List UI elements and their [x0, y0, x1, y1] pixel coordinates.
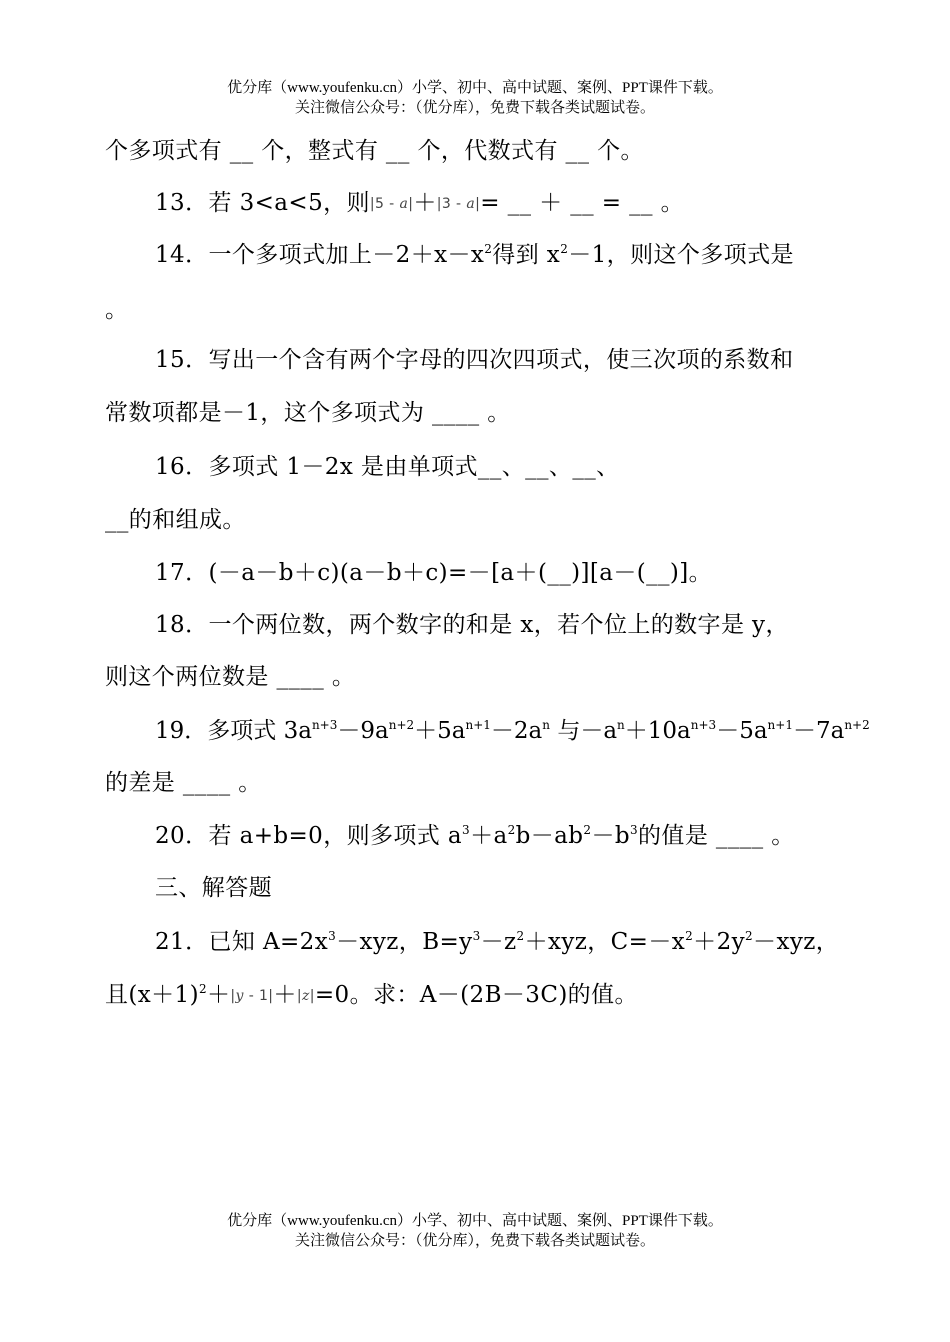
q20-text: ＋a: [470, 823, 508, 849]
header-line-2: 关注微信公众号：（优分库），免费下载各类试题试卷。: [294, 100, 655, 116]
exponent: 3: [462, 823, 471, 837]
abs-open: |5 -: [369, 196, 400, 212]
question-21-line-1: [155, 927, 839, 957]
exponent: 2: [484, 242, 493, 256]
question-12-tail: 个多项式有 __ 个，整式有 __ 个，代数式有 __ 个。: [105, 138, 644, 164]
header-line-1: 优分库（www.youfenku.cn）小学、初中、高中试题、案例、PPT课件下载。: [227, 80, 723, 96]
question-13: [155, 188, 684, 219]
q19-text: －2a: [490, 718, 543, 744]
q20-text: b－ab: [515, 823, 584, 849]
q20-text: －b: [591, 823, 630, 849]
abs-value-5-a: [370, 196, 413, 212]
q20-text: 的值是 ____ 。: [638, 823, 795, 849]
q19-text: ＋5a: [414, 718, 466, 744]
q21-text: －xyz，: [753, 929, 840, 955]
exponent: n+2: [388, 718, 415, 732]
exponent: n+2: [844, 718, 870, 732]
q19-text: 与－a: [550, 718, 618, 744]
q14-text: 14．一个多项式加上－2＋x－x: [155, 242, 485, 268]
footer-line-2: 关注微信公众号：（优分库），免费下载各类试题试卷。: [294, 1233, 655, 1249]
q21-text: 且(x＋1): [105, 982, 199, 1008]
exponent: 3: [629, 823, 639, 837]
q21-text: －xyz，B=y: [336, 929, 473, 955]
exponent: 2: [560, 242, 569, 256]
q13-text: 13．若 3<a<5，则: [155, 190, 370, 216]
abs-value-z: [297, 988, 315, 1004]
q14-text: 得到 x: [492, 242, 561, 268]
q19-text: ＋10a: [624, 718, 691, 744]
question-16-line-2: __的和组成。: [105, 507, 246, 533]
abs-close: - 1|: [243, 988, 274, 1004]
abs-close: |: [408, 196, 414, 212]
exponent: 2: [745, 929, 754, 943]
exponent: 2: [507, 823, 516, 837]
exponent: 2: [685, 929, 694, 943]
plus: ＋: [273, 982, 297, 1008]
exponent: n+1: [465, 718, 491, 732]
question-15-line-1: 15．写出一个含有两个字母的四次四项式，使三次项的系数和: [155, 347, 794, 373]
exponent: 2: [516, 929, 525, 943]
exponent: 3: [472, 929, 481, 943]
exponent: n+3: [311, 718, 338, 732]
page-footer: [0, 1211, 950, 1251]
abs-var: z: [301, 988, 310, 1004]
question-14: [155, 240, 794, 270]
plus: ＋: [413, 190, 437, 216]
question-16-line-1: 16．多项式 1－2x 是由单项式__、__、__、: [155, 454, 620, 480]
section-3-heading: 三、解答题: [155, 875, 272, 901]
abs-var: y: [235, 988, 244, 1004]
abs-var: a: [399, 196, 409, 212]
question-18-line-2: 则这个两位数是 ____ 。: [105, 664, 356, 690]
exponent: 2: [198, 982, 207, 996]
q19-text: －5a: [716, 718, 768, 744]
plus: ＋: [207, 982, 231, 1008]
footer-line-1: 优分库（www.youfenku.cn）小学、初中、高中试题、案例、PPT课件下载。: [227, 1213, 723, 1229]
abs-close: |: [475, 196, 481, 212]
q21-text: ＋2y: [693, 929, 745, 955]
abs-open: |: [296, 988, 302, 1004]
question-18-line-1: 18．一个两位数，两个数字的和是 x，若个位上的数字是 y，: [155, 612, 789, 638]
abs-var: a: [466, 196, 476, 212]
question-21-line-2: [105, 980, 638, 1011]
exponent: n+1: [767, 718, 793, 732]
q21-text: ＋xyz，C=－x: [524, 929, 686, 955]
exponent: 2: [583, 823, 592, 837]
question-19-line-2: 的差是 ____ 。: [105, 770, 262, 796]
question-17: 17．(－a－b＋c)(a－b＋c)=－[a＋(__)][a－(__)]。: [155, 560, 713, 586]
exponent: n: [617, 718, 625, 732]
abs-value-y-1: [230, 988, 273, 1004]
q13-answer: = __ ＋ __ = __ 。: [480, 190, 685, 216]
exponent: n+3: [690, 718, 717, 732]
q20-text: 20．若 a+b=0，则多项式 a: [155, 823, 463, 849]
question-14-tail: 。: [105, 297, 129, 323]
question-19-line-1: [155, 716, 870, 746]
q19-text: －9a: [337, 718, 389, 744]
question-15-line-2: 常数项都是－1，这个多项式为 ____ 。: [105, 400, 511, 426]
abs-open: |: [230, 988, 236, 1004]
exponent: 3: [328, 929, 337, 943]
abs-close: |: [309, 988, 315, 1004]
q19-text: 19．多项式 3a: [155, 718, 312, 744]
q21-text: 21．已知 A=2x: [155, 929, 329, 955]
q19-text: －7a: [792, 718, 845, 744]
q21-text: =0。求：A－(2B－3C)的值。: [314, 982, 638, 1008]
question-20: [155, 821, 795, 851]
abs-value-3-a: [437, 196, 480, 212]
abs-open: |3 -: [436, 196, 467, 212]
page-header: [0, 78, 950, 118]
exponent: n: [542, 718, 551, 732]
q21-text: －z: [480, 929, 517, 955]
q14-text: －1，则这个多项式是: [568, 242, 794, 268]
